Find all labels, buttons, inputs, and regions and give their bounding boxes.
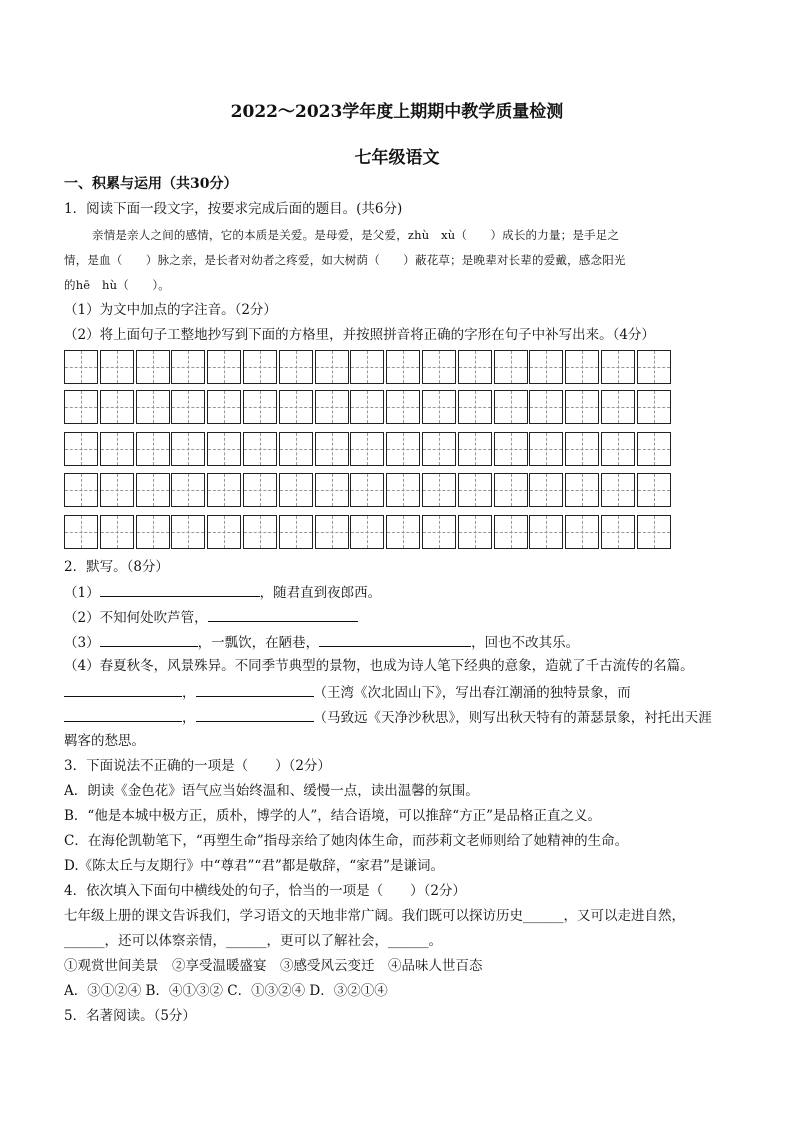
writing-cell[interactable] [529,473,563,507]
writing-cell[interactable] [136,473,170,507]
writing-cell[interactable] [494,350,528,384]
writing-cell[interactable] [565,350,599,384]
writing-cell[interactable] [637,350,671,384]
exam-title: 2022～2023学年度上期期中教学质量检测 [230,102,564,122]
writing-cell[interactable] [315,432,349,466]
q1-passage-line-3: 的hē hù（ ）。 [64,278,170,292]
writing-cell[interactable] [386,390,420,424]
writing-cell[interactable] [64,390,98,424]
section-heading: 一、积累与运用（共30分） [64,176,238,192]
writing-cell[interactable] [136,432,170,466]
writing-cell[interactable] [386,515,420,549]
q4-text-2: ______，还可以体察亲情，______，更可以了解社会，______。 [64,933,442,949]
writing-cell[interactable] [207,432,241,466]
writing-cell[interactable] [458,432,492,466]
writing-cell[interactable] [601,432,635,466]
writing-cell[interactable] [243,350,277,384]
writing-cell[interactable] [422,350,456,384]
writing-cell[interactable] [386,350,420,384]
writing-cell[interactable] [136,515,170,549]
writing-cell[interactable] [494,432,528,466]
answer-blank[interactable] [196,707,314,722]
writing-cell[interactable] [207,350,241,384]
writing-cell[interactable] [350,473,384,507]
writing-cell[interactable] [565,473,599,507]
writing-cell[interactable] [422,432,456,466]
writing-cell[interactable] [64,350,98,384]
writing-cell[interactable] [601,350,635,384]
answer-blank[interactable] [319,632,471,647]
q1-passage-line-2: 情，是血（ ）脉之亲，是长者对幼者之疼爱，如大树荫（ ）蔽花草；是晚辈对长辈的爱戴，感念阳光 [64,253,626,267]
writing-cell[interactable] [243,432,277,466]
q3-option-c: C．在海伦凯勒笔下，“再塑生命”指母亲给了她肉体生命，而莎莉文老师则给了她精神的生命。 [64,833,629,849]
writing-cell[interactable] [279,432,313,466]
q2-line-3 [64,632,579,652]
writing-cell[interactable] [637,390,671,424]
q2-l3-prefix: （3） [64,635,100,651]
q2-l3-mid: ，一瓢饮，在陋巷， [197,635,320,651]
writing-cell[interactable] [64,473,98,507]
answer-blank[interactable] [208,607,358,622]
q2-l2-prefix: （2）不知何处吹芦管， [64,610,208,626]
q2-l5-suffix: （王湾《次北固山下》，写出春江潮涌的独特景象，而 [313,685,631,701]
writing-cell[interactable] [315,515,349,549]
writing-cell[interactable] [136,350,170,384]
q2-line-4: （4）春夏秋冬，风景殊异。不同季节典型的景物，也成为诗人笔下经典的意象，造就了千古流传的名篇。 [64,658,694,674]
writing-cell[interactable] [243,473,277,507]
q4-stem: 4．依次填入下面句中横线处的句子，恰当的一项是（ ）（2分） [64,883,466,899]
writing-cell[interactable] [422,390,456,424]
writing-cell[interactable] [279,390,313,424]
q1-sub1: （1）为文中加点的字注音。（2分） [64,302,277,318]
grid-row [64,390,673,424]
writing-cell[interactable] [279,473,313,507]
writing-cell[interactable] [100,390,134,424]
writing-cell[interactable] [171,432,205,466]
q2-line-5 [64,682,631,702]
writing-cell[interactable] [565,515,599,549]
grid-row [64,473,673,507]
answer-blank[interactable] [64,707,182,722]
q4-choices: ①观赏世间美景 ②享受温暖盛宴 ③感受风云变迁 ④品味人世百态 [64,958,483,974]
writing-cell[interactable] [100,350,134,384]
q1-sub2: （2）将上面句子工整地抄写到下面的方格里，并按照拼音将正确的字形在句子中补写出来。（4分） [64,327,655,343]
writing-cell[interactable] [279,350,313,384]
writing-cell[interactable] [100,432,134,466]
q2-line-1 [64,582,381,602]
writing-cell[interactable] [529,432,563,466]
writing-cell[interactable] [422,473,456,507]
answer-blank[interactable] [100,632,198,647]
writing-cell[interactable] [458,473,492,507]
answer-blank[interactable] [64,682,182,697]
writing-cell[interactable] [637,432,671,466]
writing-cell[interactable] [458,350,492,384]
q4-options: A．③①②④ B．④①③② C．①③②④ D．③②①④ [64,983,388,999]
q2-l1-suffix: ，随君直到夜郎西。 [259,585,382,601]
grid-row [64,350,673,384]
q1-passage-line-1: 亲情是亲人之间的感情，它的本质是关爱。是母爱，是父爱，zhù xù（ ）成长的力量；是手足之 [92,228,620,242]
q1-stem: 1．阅读下面一段文字，按要求完成后面的题目。(共6分) [64,201,403,217]
writing-cell[interactable] [350,390,384,424]
writing-cell[interactable] [529,390,563,424]
writing-cell[interactable] [64,515,98,549]
writing-cell[interactable] [243,515,277,549]
writing-cell[interactable] [350,515,384,549]
writing-cell[interactable] [458,515,492,549]
q2-l1-prefix: （1） [64,585,100,601]
writing-cell[interactable] [601,473,635,507]
writing-cell[interactable] [494,390,528,424]
writing-cell[interactable] [171,350,205,384]
writing-cell[interactable] [494,473,528,507]
q3-option-b: B．“他是本城中极方正，质朴，博学的人”，结合语境，可以推辞“方正”是品格正直之义。 [64,808,602,824]
writing-cell[interactable] [386,473,420,507]
writing-cell[interactable] [279,515,313,549]
q2-l5-mid: ， [182,685,196,701]
writing-cell[interactable] [171,473,205,507]
writing-cell[interactable] [315,473,349,507]
writing-cell[interactable] [350,350,384,384]
writing-cell[interactable] [136,390,170,424]
writing-cell[interactable] [422,515,456,549]
writing-cell[interactable] [243,390,277,424]
answer-blank[interactable] [100,582,260,597]
grid-row [64,432,673,466]
writing-cell[interactable] [601,390,635,424]
writing-cell[interactable] [207,473,241,507]
q3-option-d: D.《陈太丘与友期行》中“尊君”“君”都是敬辞，“家君”是谦词。 [64,858,445,874]
q2-l6-suffix: （马致远《天净沙秋思》，则写出秋天特有的萧瑟景象，衬托出天涯 [313,710,712,726]
writing-cell[interactable] [386,432,420,466]
q2-l6-mid: ， [182,710,196,726]
q3-option-a: A．朗读《金色花》语气应当始终温和、缓慢一点，读出温馨的氛围。 [64,783,479,799]
q2-line-6 [64,707,712,727]
writing-cell[interactable] [565,390,599,424]
q3-stem: 3．下面说法不正确的一项是（ ）（2分） [64,758,331,774]
writing-cell[interactable] [637,473,671,507]
writing-cell[interactable] [637,515,671,549]
writing-cell[interactable] [171,390,205,424]
writing-cell[interactable] [529,515,563,549]
writing-cell[interactable] [601,515,635,549]
q5-stem: 5．名著阅读。（5分） [64,1008,196,1024]
q4-text-1: 七年级上册的课文告诉我们，学习语文的天地非常广阔。我们既可以探访历史______，又可以走进自然， [64,908,685,924]
writing-cell[interactable] [494,515,528,549]
writing-cell[interactable] [565,432,599,466]
answer-blank[interactable] [196,682,314,697]
writing-cell[interactable] [529,350,563,384]
q2-l3-suffix: ，回也不改其乐。 [471,635,580,651]
writing-cell[interactable] [171,515,205,549]
exam-subtitle: 七年级语文 [354,148,440,168]
q2-line-2 [64,607,358,627]
writing-cell[interactable] [207,390,241,424]
grid-row [64,515,673,549]
q2-stem: 2．默写。（8分） [64,559,169,575]
q2-line-7: 羁客的愁思。 [64,733,145,749]
writing-cell[interactable] [100,515,134,549]
writing-cell[interactable] [350,432,384,466]
writing-cell[interactable] [315,350,349,384]
writing-cell[interactable] [458,390,492,424]
writing-cell[interactable] [315,390,349,424]
writing-cell[interactable] [64,432,98,466]
writing-cell[interactable] [100,473,134,507]
writing-cell[interactable] [207,515,241,549]
